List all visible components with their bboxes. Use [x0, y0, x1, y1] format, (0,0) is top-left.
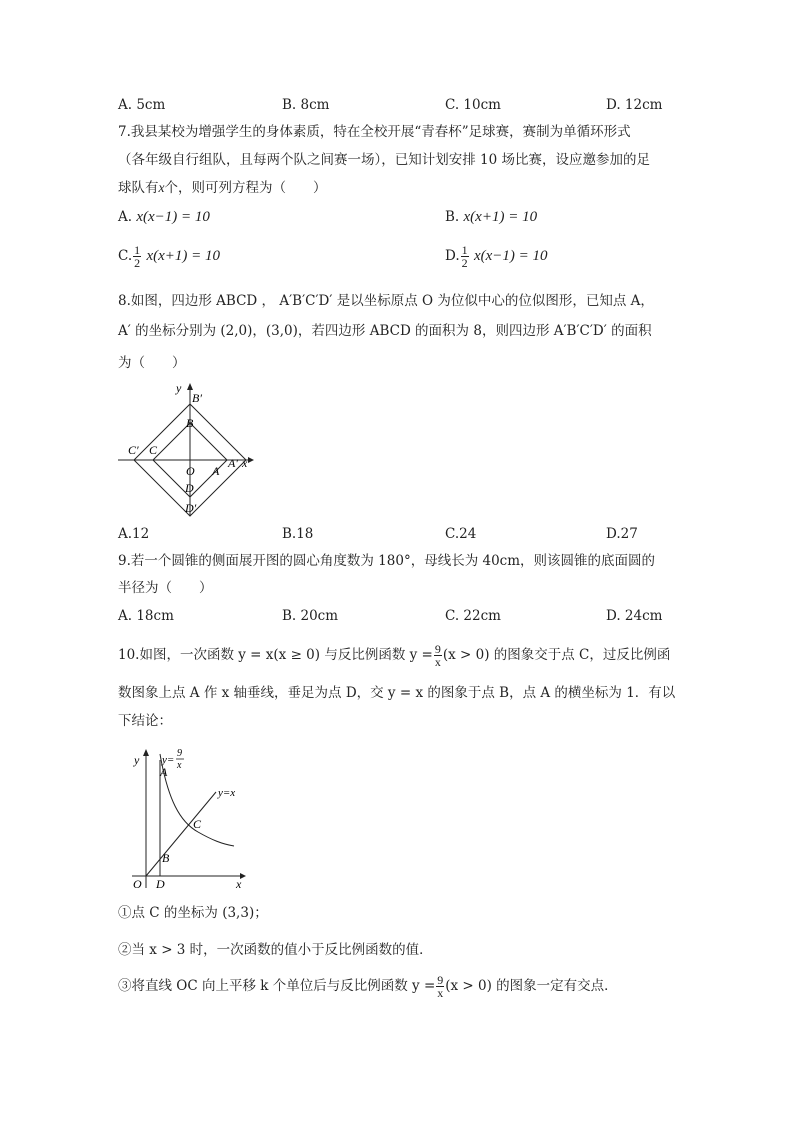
q9-option-c: C. 22cm [445, 608, 501, 624]
q8-line-3: 为（ ） [118, 355, 186, 371]
q8-label-y: y [176, 381, 182, 395]
q10-label-line: y=x [218, 787, 236, 799]
q7-option-d-label: D. [445, 248, 460, 264]
q10-label-a: A [160, 765, 168, 779]
q7-option-c-fraction [133, 244, 141, 269]
q10-figure [128, 740, 258, 892]
q7-option-c-frac-den: 2 [134, 256, 141, 270]
q7-option-c-label: C. [118, 248, 133, 264]
q9-option-b: B. 20cm [282, 608, 339, 624]
q6-option-c: C. 10cm [445, 97, 501, 113]
q10-conclusion-3-text: ③将直线 OC 向上平移 k 个单位后与反比例函数 y = [118, 978, 436, 994]
q10-line-1 [118, 643, 670, 668]
q7-line-3-text: 球队有 [118, 180, 159, 196]
q7-line-2: （各年级自行组队，且每两个队之间赛一场），已知计划安排 10 场比赛，设应邀参加的足 [118, 152, 651, 168]
q10-label-o: O [133, 877, 142, 891]
q10-label-d: D [156, 877, 165, 891]
q8-option-b: B.18 [282, 526, 314, 542]
q8-label-c: C [149, 443, 158, 457]
q10-fraction [434, 643, 442, 668]
q7-option-a-label: A. [118, 209, 133, 225]
q10-line-1-text: 10.如图，一次函数 y = x(x ≥ 0) 与反比例函数 y = [118, 647, 433, 663]
q8-label-o: O [186, 464, 195, 478]
q10-conclusion-2: ②当 x > 3 时，一次函数的值小于反比例函数的值． [118, 942, 433, 958]
q10-line-1-tail: (x > 0) 的图象交于点 C，过反比例函 [442, 647, 671, 663]
q8-label-b-prime: B′ [192, 391, 202, 405]
q10-frac-num: 9 [434, 642, 441, 656]
q7-option-a-expr: x(x−1) = 10 [136, 209, 210, 225]
q8-y-arrow [187, 383, 193, 390]
q10-line-y-eq-x [146, 792, 216, 876]
q8-option-c: C.24 [445, 526, 477, 542]
q10-y-arrow [143, 749, 149, 756]
q8-line-2: A′ 的坐标分别为 (2,0)，(3,0)，若四边形 ABCD 的面积为 8，则四边形 A′B′C′D′ 的面积 [118, 323, 652, 339]
q7-variable: x [158, 180, 165, 195]
q10-label-y: y [134, 753, 140, 767]
q8-option-a: A.12 [118, 526, 150, 542]
q10-conclusion-3-fraction [436, 974, 444, 999]
q10-hyperbola [160, 754, 234, 846]
q10-label-b: B [162, 851, 170, 865]
q7-option-b-expr: x(x+1) = 10 [463, 209, 538, 225]
q7-option-c-frac-num: 1 [134, 243, 141, 257]
q7-line-1: 7.我县某校为增强学生的身体素质，特在全校开展“青春杯”足球赛，赛制为单循环形式 [118, 124, 631, 140]
q10-label-curve-num: 9 [177, 748, 182, 759]
q7-option-c [118, 244, 220, 269]
q10-c3-frac-den: x [437, 986, 444, 1000]
q10-conclusion-1: ①点 C 的坐标为 (3,3)； [118, 905, 268, 921]
q7-option-d-frac-num: 1 [461, 243, 468, 257]
q10-label-c: C [193, 817, 202, 831]
q7-option-c-expr: x(x+1) = 10 [146, 248, 220, 264]
q10-conclusion-3-tail: (x > 0) 的图象一定有交点． [445, 978, 618, 994]
q8-option-d: D.27 [606, 526, 638, 542]
q7-option-d-frac-den: 2 [461, 256, 468, 270]
q7-option-d-fraction [461, 244, 469, 269]
q8-label-x: x [242, 456, 248, 470]
q8-figure [118, 380, 268, 520]
q7-option-d [445, 244, 548, 269]
q10-label-curve-den: x [177, 760, 182, 771]
q9-option-a: A. 18cm [118, 608, 174, 624]
q10-c3-frac-num: 9 [437, 973, 444, 987]
q10-label-curve: y= [162, 754, 175, 766]
q7-option-b-label: B. [445, 209, 460, 225]
q9-line-2: 半径为（ ） [118, 580, 213, 596]
q10-line-3: 下结论： [118, 713, 172, 729]
q7-option-b [445, 208, 537, 226]
q6-option-d: D. 12cm [606, 97, 663, 113]
q7-option-a [118, 208, 210, 226]
q6-option-b: B. 8cm [282, 97, 330, 113]
q8-line-1: 8.如图，四边形 ABCD ， A′B′C′D′ 是以坐标原点 O 为位似中心的位似图形，已知点 A， [118, 293, 654, 309]
q7-option-d-expr: x(x−1) = 10 [473, 248, 548, 264]
q8-label-d-prime: D′ [185, 501, 197, 515]
q10-conclusion-3 [118, 974, 618, 999]
q8-label-d: D [185, 481, 194, 495]
q9-option-d: D. 24cm [606, 608, 663, 624]
q8-label-a-prime: A′ [228, 456, 238, 470]
q8-x-arrow [248, 457, 254, 463]
q7-line-3-tail: 个，则可列方程为（ ） [164, 180, 327, 196]
q8-label-b: B [186, 416, 194, 430]
q10-line-2: 数图象上点 A 作 x 轴垂线，垂足为点 D，交 y = x 的图象于点 B，点 A 的横坐标为 1．有以 [118, 685, 676, 701]
q9-line-1: 9.若一个圆锥的侧面展开图的圆心角度数为 180°，母线长为 40cm，则该圆锥的底面圆的 [118, 553, 656, 569]
q7-line-3 [118, 180, 327, 196]
q8-label-c-prime: C′ [128, 443, 139, 457]
q8-label-a: A [212, 464, 220, 478]
q10-label-x: x [236, 877, 242, 891]
q6-option-a: A. 5cm [118, 97, 166, 113]
q10-frac-den: x [434, 655, 441, 669]
